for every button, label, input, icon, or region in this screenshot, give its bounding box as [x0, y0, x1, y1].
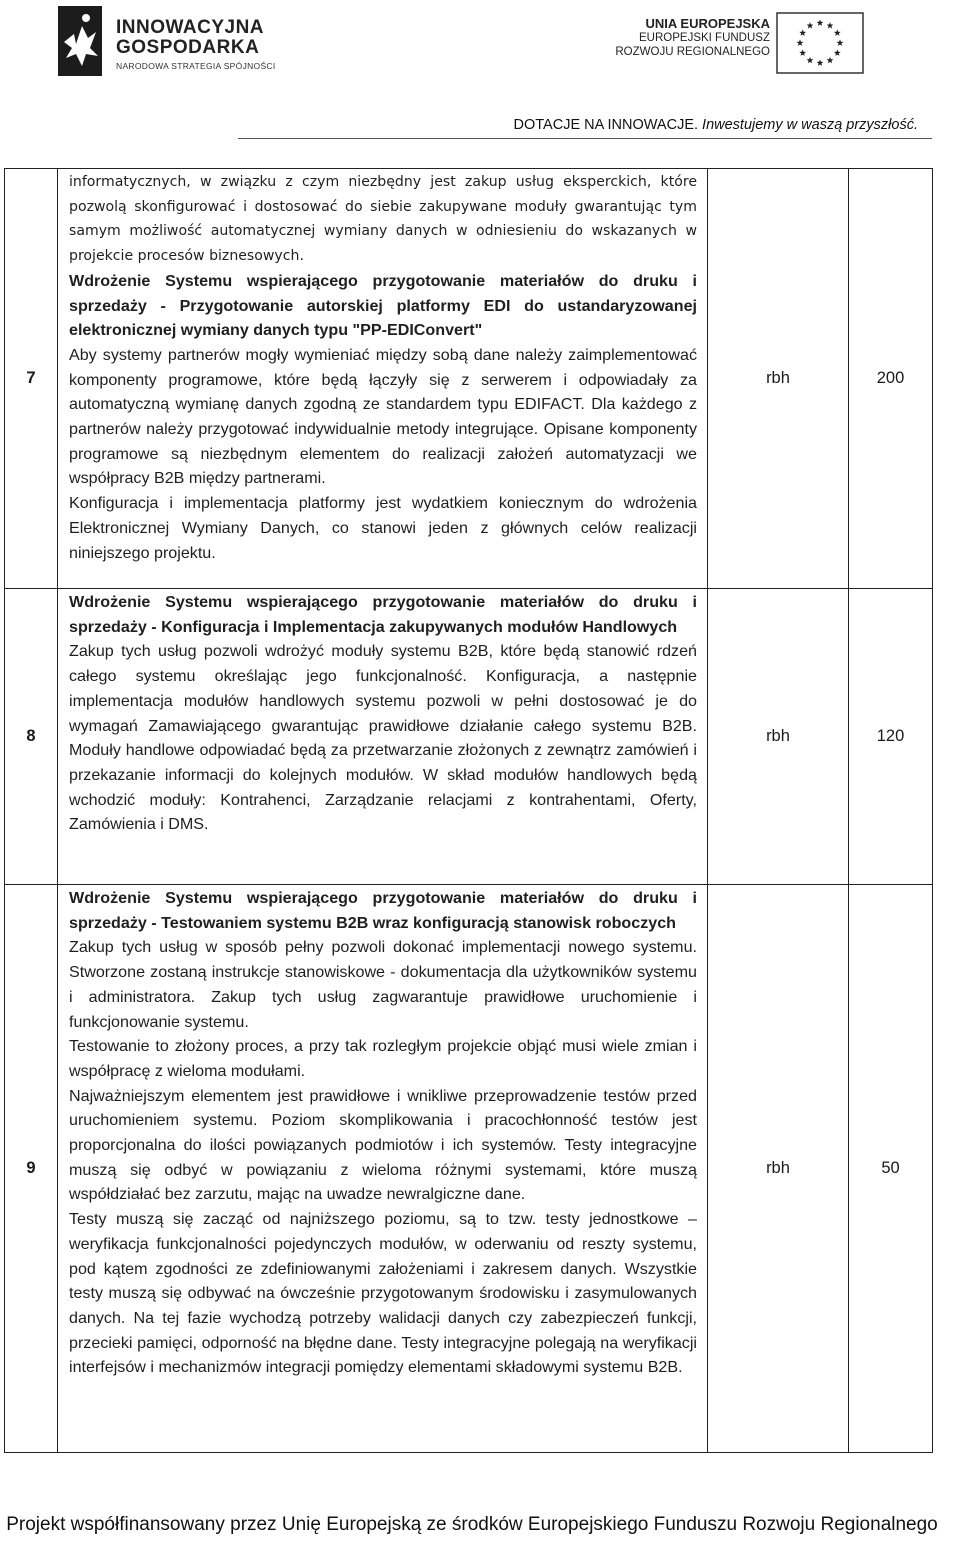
- innowacyjna-gospodarka-logo: [52, 4, 282, 84]
- row-quantity: 120: [849, 589, 933, 885]
- ig-logo-subtitle: NARODOWA STRATEGIA SPÓJNOŚCI: [116, 61, 276, 71]
- row-description: [58, 169, 708, 589]
- row-description: [58, 589, 708, 885]
- description-paragraph: Testy muszą się zacząć od najniższego poziomu, są to tzw. testy jednostkowe – weryfikacja funkcjonalności pojedynczych modułów, w oderwaniu od reszty systemu, pod kątem zgodności ze zdefiniowanymi założeniami i zakresem danych. Wszystkie testy muszą się odbywać na ówcześnie przygotowanym środowisku i zasymulowanych danych. Na tej fazie wychodzą potrzeby walidacji danych czy zabezpieczeń funkcji, przecieki pamięci, odporność na błędne dane. Testy integracyjne polegają na weryfikacji interfejsów i mechanizmów integracji pomiędzy elementami składowymi systemu B2B.: [69, 1210, 697, 1377]
- row-quantity: 50: [849, 885, 933, 1453]
- row-unit: rbh: [708, 169, 849, 589]
- description-heading: Wdrożenie Systemu wspierającego przygotowanie materiałów do druku i sprzedaży - Przygotowanie autorskiej platformy EDI do ustandaryzowanej elektronicznej wymiany danych typu "PP-EDIConvert": [69, 271, 697, 340]
- table-row: [5, 589, 933, 885]
- tagline-italic: Inwestujemy w waszą przyszłość.: [702, 117, 918, 133]
- ig-logo-title-2: GOSPODARKA: [116, 37, 260, 58]
- ig-logo-title-1: INNOWACYJNA: [116, 17, 265, 38]
- description-paragraph: Konfiguracja i implementacja platformy jest wydatkiem koniecznym do wdrożenia Elektronicznej Wymiany Danych, co stanowi jeden z głównych celów realizacji niniejszego projektu.: [69, 494, 697, 562]
- eu-logo: [610, 8, 910, 78]
- row-quantity: 200: [849, 169, 933, 589]
- row-description: [58, 885, 708, 1453]
- row-unit: rbh: [708, 885, 849, 1453]
- eu-logo-line-1: UNIA EUROPEJSKA: [645, 16, 770, 31]
- row-number: 8: [5, 589, 58, 885]
- header-divider: [238, 138, 932, 139]
- row-number: 9: [5, 885, 58, 1453]
- cost-items-table: [4, 168, 933, 1453]
- row-number: 7: [5, 169, 58, 589]
- eu-logo-line-2: EUROPEJSKI FUNDUSZ: [639, 32, 770, 44]
- description-paragraph: Najważniejszym elementem jest prawidłowe i wnikliwe przeprowadzenie testów przed uruchomieniem systemu. Poziom skomplikowania i pracochłonność testów jest proporcjonalna do ilości powiązanych podmiotów i ich systemów. Testy integracyjne muszą się odbyć w powiązaniu z wieloma różnymi systemami, które muszą współdziałać bez zarzutu, mając na uwadze newralgiczne dane.: [69, 1086, 697, 1204]
- table-row: [5, 885, 933, 1453]
- eu-logo-line-3: ROZWOJU REGIONALNEGO: [615, 46, 770, 58]
- eu-stars-flag-icon: [776, 12, 864, 74]
- description-paragraph: Aby systemy partnerów mogły wymieniać między sobą dane należy zaimplementować komponenty programowe, które będą łączyły się z serwerem i odpowiadały za automatyczną wymianę danych zgodną ze standardem typu EDIFACT. Dla każdego z partnerów należy przygotować indywidualnie metody integrujące. Opisane komponenty programowe są niezbędnym elementem do realizacji założeń automatyzacji we współpracy B2B między partnerami.: [69, 345, 697, 488]
- tagline-plain: DOTACJE NA INNOWACJE.: [513, 117, 703, 133]
- ig-star-mark-icon: [52, 4, 108, 78]
- header-tagline: [0, 117, 918, 133]
- description-paragraph: Zakup tych usług w sposób pełny pozwoli dokonać implementacji nowego systemu. Stworzone zostaną instrukcje stanowiskowe - dokumentacja dla użytkowników systemu i administratora. Zakup tych usług zagwarantuje prawidłowe uruchomienie i funkcjonowanie systemu.: [69, 938, 697, 1031]
- table-row: [5, 169, 933, 589]
- row-unit: rbh: [708, 589, 849, 885]
- description-heading: Wdrożenie Systemu wspierającego przygotowanie materiałów do druku i sprzedaży - Testowaniem systemu B2B wraz konfiguracją stanowisk roboczych: [69, 889, 697, 932]
- description-heading: Wdrożenie Systemu wspierającego przygotowanie materiałów do druku i sprzedaży - Konfiguracja i Implementacja zakupywanych modułów Handlowych: [69, 593, 697, 636]
- description-paragraph: Testowanie to złożony proces, a przy tak rozległym projekcie objąć musi wiele zmian i współpracę z wieloma modułami.: [69, 1037, 697, 1080]
- footer-cofinancing-note: Projekt współfinansowany przez Unię Europejską ze środków Europejskiego Funduszu Rozwoju Regionalnego: [6, 1514, 938, 1535]
- description-paragraph: informatycznych, w związku z czym niezbędny jest zakup usług eksperckich, które pozwolą skonfigurować i dostosować do siebie zakupywane moduły gwarantując tym samym możliwość automatycznej wymiany danych w odniesieniu do wskazanych w projekcie procesów biznesowych.: [69, 174, 697, 265]
- description-paragraph: Zakup tych usług pozwoli wdrożyć moduły systemu B2B, które będą stanowić rdzeń całego systemu określając jego funkcjonalność. Konfiguracja, a następnie implementacja modułów handlowych systemu pozwoli w pełni dostosować je do wymagań Zamawiającego gwarantując prawidłowe działanie całego systemu B2B. Moduły handlowe odpowiadać będą za przetwarzanie złożonych z zewnątrz zamówień i przekazanie informacji do kolejnych modułów. W skład modułów handlowych będą wchodzić moduły: Kontrahenci, Zarządzanie relacjami z kontrahentami, Oferty, Zamówienia i DMS.: [69, 642, 697, 834]
